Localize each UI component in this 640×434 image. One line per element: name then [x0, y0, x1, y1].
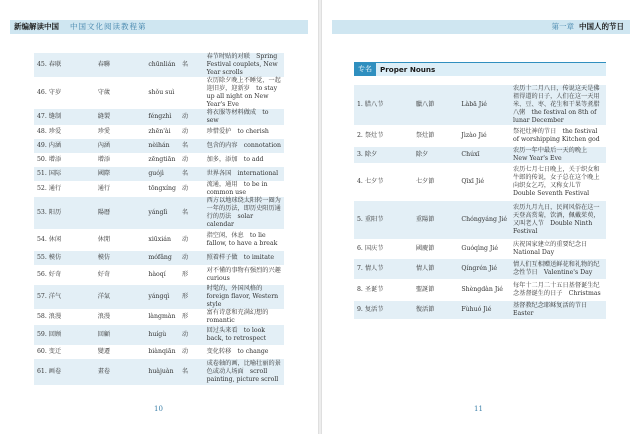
cell-trad: 模仿 — [95, 251, 146, 265]
cell-gloss: 将衣服等材料做成 to sew — [204, 109, 284, 125]
table-row — [34, 285, 284, 309]
table-row — [34, 325, 284, 345]
table-row — [354, 301, 606, 319]
cell-trad: 陽曆 — [95, 197, 146, 229]
cell-trad: 變遷 — [95, 345, 146, 359]
chapter-label: 第一章 — [551, 22, 574, 31]
cell-pinyin: guójì — [145, 167, 179, 181]
cell-pos: 动 — [179, 109, 204, 125]
table-row — [354, 259, 606, 279]
table-row — [354, 201, 606, 239]
cell-gloss: 流通，通用 to be in common use — [204, 181, 284, 197]
cell-trad: 情人節 — [413, 259, 459, 279]
right-header-bar — [332, 20, 630, 34]
table-row — [34, 359, 284, 385]
cell-num: 5. 重阳节 — [354, 201, 413, 239]
cell-pos: 名 — [179, 359, 204, 385]
cell-trad: 春聯 — [95, 53, 146, 77]
cell-trad: 畫卷 — [95, 359, 146, 385]
cell-trad: 縫製 — [95, 109, 146, 125]
cell-gloss: 富有诗意和充满幻想的 romantic — [204, 309, 284, 325]
cell-pos: 动 — [179, 325, 204, 345]
cell-gloss: 农历一年中最后一天的晚上 New Year's Eve — [510, 147, 606, 163]
table-row — [354, 85, 606, 125]
cell-trad: 臘八節 — [413, 85, 459, 125]
cell-num: 8. 圣诞节 — [354, 279, 413, 301]
cell-gloss: 祭祀灶神的节日 the festival of worshipping Kitchen god — [510, 125, 606, 147]
table-row — [34, 109, 284, 125]
table-row — [34, 251, 284, 265]
cell-pos — [179, 77, 204, 109]
cell-trad: 洋氣 — [95, 285, 146, 309]
cell-num: 53. 阳历 — [34, 197, 95, 229]
cell-trad: 守歲 — [95, 77, 146, 109]
cell-gloss: 加多，添加 to add — [204, 153, 284, 167]
table-row — [34, 181, 284, 197]
cell-trad: 國際 — [95, 167, 146, 181]
table-row — [34, 77, 284, 109]
cell-trad: 七夕節 — [413, 163, 459, 201]
cell-gloss: 农历十二月八日，传说这天是佛祖得道的日子，人们在这一天用米、豆、枣、花生和干果等煮腊八粥 the festival on 8th of lunar December — [510, 85, 606, 125]
cell-gloss: 世界各国 international — [204, 167, 284, 181]
table-row — [34, 229, 284, 251]
cell-num: 9. 复活节 — [354, 301, 413, 319]
cell-pinyin: làngmàn — [145, 309, 179, 325]
cell-gloss: 每年十二月二十五日基督诞生纪念基督诞生的日子 Christmas — [510, 279, 606, 301]
cell-gloss: 庆祝国家建立的重要纪念日 National Day — [510, 239, 606, 259]
cell-gloss: 照着样子做 to imitate — [204, 251, 284, 265]
cell-num: 52. 通行 — [34, 181, 95, 197]
cell-pos: 名 — [179, 139, 204, 153]
table-row — [354, 279, 606, 301]
cell-pos: 名 — [179, 53, 204, 77]
cell-num: 49. 内涵 — [34, 139, 95, 153]
table-row — [354, 125, 606, 147]
cell-gloss: 包含的内容 connotation — [204, 139, 284, 153]
cell-num: 54. 休闲 — [34, 229, 95, 251]
cell-gloss: 情人们互相赠送鲜花和礼物的纪念性节日 Valentine's Day — [510, 259, 606, 279]
cell-trad: 內涵 — [95, 139, 146, 153]
cell-pinyin: Làbā Jié — [458, 85, 510, 125]
cell-pos: 形 — [179, 285, 204, 309]
table-row — [34, 345, 284, 359]
cell-pinyin: Qíngrén Jié — [458, 259, 510, 279]
cell-pinyin: mófǎng — [145, 251, 179, 265]
cell-trad: 除夕 — [413, 147, 459, 163]
cell-pos: 动 — [179, 153, 204, 167]
vocabulary-table — [34, 53, 288, 385]
cell-pinyin: xiūxián — [145, 229, 179, 251]
cell-num: 56. 好奇 — [34, 265, 95, 285]
cell-pinyin: Qīxī Jié — [458, 163, 510, 201]
cell-gloss: 西方以地球绕太阳转一圈为一年的历法，即历史阳历通行的历法 solar calendar — [204, 197, 284, 229]
table-row — [34, 265, 284, 285]
cell-num: 2. 祭灶节 — [354, 125, 413, 147]
left-header-bar — [10, 20, 308, 34]
cell-trad: 增添 — [95, 153, 146, 167]
cell-num: 6. 国庆节 — [354, 239, 413, 259]
cell-pos: 名 — [179, 197, 204, 229]
cell-gloss: 农历九月九日，民间风俗在这一天登高赏菊，饮酒，佩戴茱萸，又叫老人节 Double Ninth Festival — [510, 201, 606, 239]
cell-num: 48. 珍爱 — [34, 125, 95, 139]
table-row — [34, 197, 284, 229]
cell-pinyin: hàoqí — [145, 265, 179, 285]
cell-num: 59. 回顾 — [34, 325, 95, 345]
cell-num: 7. 情人节 — [354, 259, 413, 279]
cell-pinyin: nèihán — [145, 139, 179, 153]
cell-num: 47. 缝制 — [34, 109, 95, 125]
cell-gloss: 基督教纪念耶稣复活的节日 Easter — [510, 301, 606, 319]
cell-num: 61. 画卷 — [34, 359, 95, 385]
table-row — [34, 153, 284, 167]
table-row — [34, 167, 284, 181]
table-row — [34, 309, 284, 325]
right-page — [322, 0, 640, 434]
cell-num: 46. 守岁 — [34, 77, 95, 109]
cell-trad: 浪漫 — [95, 309, 146, 325]
cell-gloss: 农历七月七日晚上，关于织女和牛郎的传说，女子总在这个晚上向织女乞巧，又称女儿节 Double Seventh Festival — [510, 163, 606, 201]
cell-pos: 动 — [179, 181, 204, 197]
cell-pos: 动 — [179, 229, 204, 251]
cell-num: 50. 增添 — [34, 153, 95, 167]
cell-pinyin: shǒu suì — [145, 77, 179, 109]
cell-trad: 聖誕節 — [413, 279, 459, 301]
cell-pinyin: Guóqìng Jié — [458, 239, 510, 259]
table-row — [34, 125, 284, 139]
cell-gloss: 珍惜爱护 to cherish — [204, 125, 284, 139]
right-page-number: 11 — [474, 405, 483, 413]
cell-num: 57. 洋气 — [34, 285, 95, 309]
cell-gloss: 对不懂的事物有强烈的兴趣 curious — [204, 265, 284, 285]
cell-trad: 珍愛 — [95, 125, 146, 139]
cell-trad: 國慶節 — [413, 239, 459, 259]
series-title: 中国文化阅读教程第 — [70, 22, 147, 31]
proper-nouns-heading — [354, 62, 606, 76]
table-row — [354, 147, 606, 163]
cell-trad: 回顧 — [95, 325, 146, 345]
cell-pinyin: zēngtiān — [145, 153, 179, 167]
proper-nouns-tag: 专名 — [354, 63, 376, 76]
cell-trad: 祭灶節 — [413, 125, 459, 147]
cell-num: 1. 腊八节 — [354, 85, 413, 125]
cell-pinyin: Chóngyáng Jié — [458, 201, 510, 239]
cell-trad: 通行 — [95, 181, 146, 197]
cell-pinyin: zhēn'ài — [145, 125, 179, 139]
cell-pinyin: tōngxíng — [145, 181, 179, 197]
cell-pinyin: Shèngdàn Jié — [458, 279, 510, 301]
cell-pinyin: huígù — [145, 325, 179, 345]
book-title: 新编解读中国 — [14, 22, 59, 31]
proper-nouns-table — [354, 85, 606, 319]
table-row — [34, 53, 284, 77]
cell-num: 45. 春联 — [34, 53, 95, 77]
cell-pinyin: biànqiān — [145, 345, 179, 359]
cell-pos: 动 — [179, 345, 204, 359]
cell-pinyin: yánglì — [145, 197, 179, 229]
cell-pinyin: huàjuàn — [145, 359, 179, 385]
cell-gloss: 时髦的，外国风格的 foreign flavor, Western style — [204, 285, 284, 309]
cell-pos: 动 — [179, 251, 204, 265]
cell-gloss: 变化转移 to change — [204, 345, 284, 359]
cell-pos: 形 — [179, 265, 204, 285]
cell-pinyin: yángqì — [145, 285, 179, 309]
cell-pinyin: Fùhuó Jié — [458, 301, 510, 319]
cell-pos: 动 — [179, 125, 204, 139]
section-title: 中国人的节日 — [579, 22, 624, 31]
cell-pinyin: Chúxī — [458, 147, 510, 163]
cell-gloss: 回过头来看 to look back, to retrospect — [204, 325, 284, 345]
cell-trad: 好奇 — [95, 265, 146, 285]
left-page-number: 10 — [154, 405, 163, 413]
cell-pos: 名 — [179, 167, 204, 181]
cell-num: 55. 模仿 — [34, 251, 95, 265]
cell-pinyin: chūnlián — [145, 53, 179, 77]
cell-trad: 重陽節 — [413, 201, 459, 239]
table-row — [354, 239, 606, 259]
cell-num: 4. 七夕节 — [354, 163, 413, 201]
cell-gloss: 指空闲，休息 to lie fallow, to have a break — [204, 229, 284, 251]
table-row — [354, 163, 606, 201]
cell-pinyin: Jìzào Jié — [458, 125, 510, 147]
cell-gloss: 成卷轴的画，比喻壮丽的景色或动人场面 scroll painting, picture scroll — [204, 359, 284, 385]
cell-pinyin: féngzhì — [145, 109, 179, 125]
cell-trad: 復活節 — [413, 301, 459, 319]
cell-num: 3. 除夕 — [354, 147, 413, 163]
cell-trad: 休閒 — [95, 229, 146, 251]
proper-nouns-title: Proper Nouns — [380, 65, 436, 74]
cell-gloss: 春节时贴的对联 Spring Festival couplets, New Year scrolls — [204, 53, 284, 77]
cell-pos: 形 — [179, 309, 204, 325]
cell-num: 60. 变迁 — [34, 345, 95, 359]
cell-gloss: 农历除夕晚上不睡觉，一起迎旧岁，迎新岁 to stay up all night on New Year's Eve — [204, 77, 284, 109]
left-page — [0, 0, 318, 434]
table-row — [34, 139, 284, 153]
cell-num: 51. 国际 — [34, 167, 95, 181]
cell-num: 58. 浪漫 — [34, 309, 95, 325]
